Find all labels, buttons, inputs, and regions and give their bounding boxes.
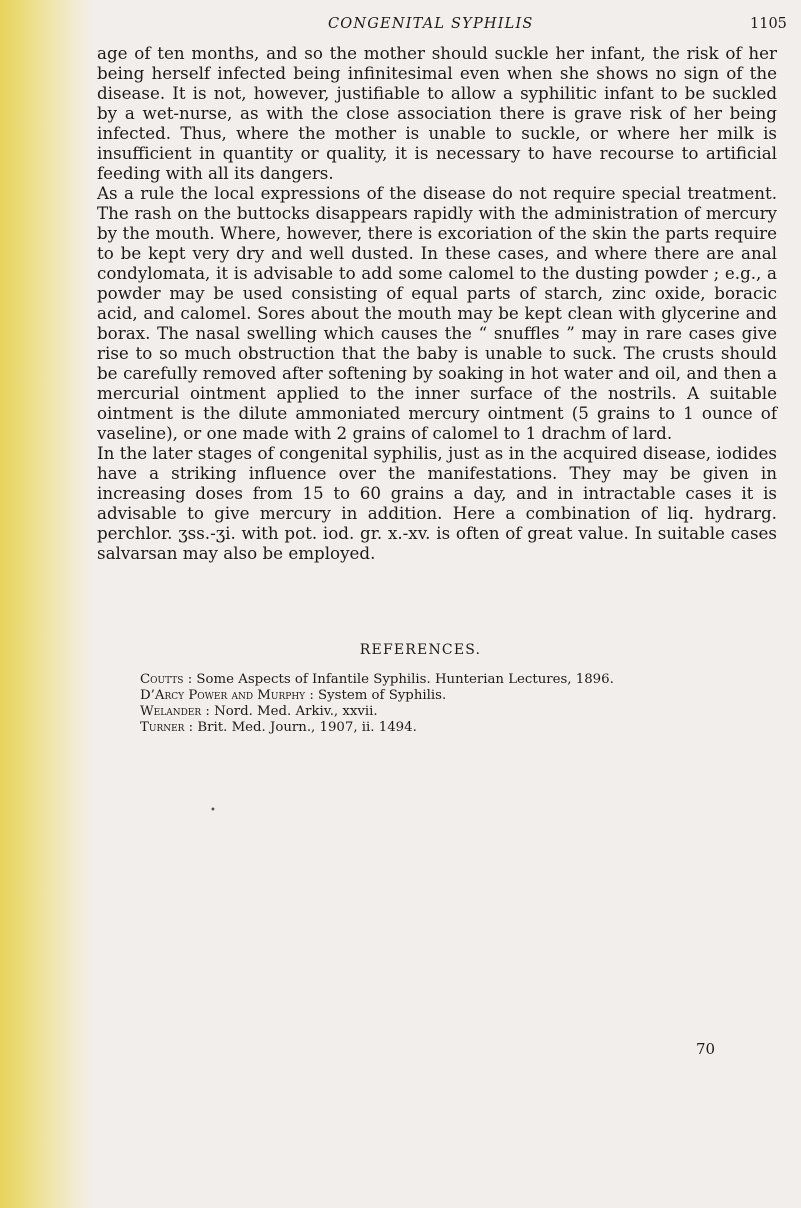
body-text bbox=[97, 43, 777, 563]
running-head: CONGENITAL SYPHILIS bbox=[328, 16, 534, 32]
reference-item bbox=[140, 720, 614, 736]
folio: 70 bbox=[696, 1040, 716, 1058]
reference-author: D’Arcy Power and Murphy bbox=[140, 688, 306, 703]
reference-author: Coutts bbox=[140, 672, 184, 687]
reference-item bbox=[140, 704, 614, 720]
references-list bbox=[140, 672, 614, 736]
reference-author: Turner bbox=[140, 720, 185, 735]
reference-author: Welander bbox=[140, 704, 202, 719]
reference-text: : Some Aspects of Infantile Syphilis. Hunterian Lectures, 1896. bbox=[183, 672, 614, 687]
stray-mark: • bbox=[210, 805, 216, 816]
paragraph: As a rule the local expressions of the disease do not require special treatment. The rash on the buttocks disappears rapidly with the administration of mercury by the mouth. Where, however, there is excoriation of the skin the parts require to be kept very dry and well dusted. In these cases, and where there are anal condylomata, it is advisable to add some calomel to the dusting powder ; e.g., a powder may be used consisting of equal parts of starch, zinc oxide, boracic acid, and calomel. Sores about the mouth may be kept clean with glycerine and borax. The nasal swelling which causes the “ snuffles ” may in rare cases give rise to so much obstruction that the baby is unable to suck. The crusts should be carefully removed after softening by soaking in hot water and oil, and then a mercurial ointment applied to the inner surface of the nostrils. A suitable ointment is the dilute ammoniated mercury ointment (5 grains to 1 ounce of vaseline), or one made with 2 grains of calomel to 1 drachm of lard. bbox=[97, 183, 777, 443]
paragraph: age of ten months, and so the mother should suckle her infant, the risk of her being herself infected being infinitesimal even when she shows no sign of the disease. It is not, however, justifiable to allow a syphilitic infant to be suckled by a wet-nurse, as with the close association there is grave risk of her being infected. Thus, where the mother is unable to suckle, or where her milk is insufficient in quantity or quality, it is necessary to have recourse to artificial feeding with all its dangers. bbox=[97, 43, 777, 183]
page-number: 1105 bbox=[750, 16, 787, 32]
reference-item bbox=[140, 672, 614, 688]
paragraph: In the later stages of congenital syphilis, just as in the acquired disease, iodides have a striking influence over the manifestations. They may be given in increasing doses from 15 to 60 grains a day, and in intractable cases it is advisable to give mercury in addition. Here a combination of liq. hydrarg. perchlor. ʒss.-ʒi. with pot. iod. gr. x.-xv. is often of great value. In suitable cases salvarsan may also be employed. bbox=[97, 443, 777, 563]
references-heading: REFERENCES. bbox=[359, 642, 482, 658]
reference-text: : Nord. Med. Arkiv., xxvii. bbox=[201, 704, 378, 719]
reference-text: : System of Syphilis. bbox=[305, 688, 447, 703]
reference-item bbox=[140, 688, 614, 704]
reference-text: : Brit. Med. Journ., 1907, ii. 1494. bbox=[184, 720, 417, 735]
